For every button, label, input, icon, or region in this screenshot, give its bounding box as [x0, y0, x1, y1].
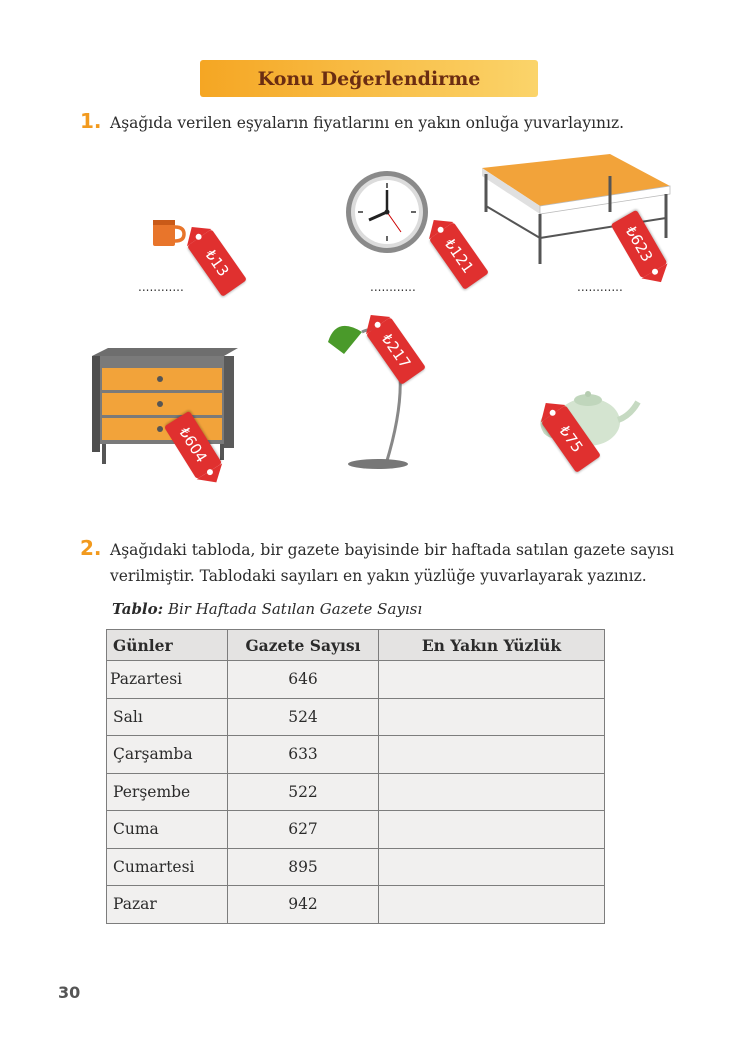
answer-blank-mug[interactable]: ............ — [138, 280, 184, 294]
newspaper-table — [106, 629, 605, 924]
price-tag-lamp: ₺217 — [366, 317, 426, 385]
day-cell: Çarşamba — [107, 736, 228, 774]
header-count: Gazete Sayısı — [228, 630, 379, 661]
header-days: Günler — [107, 630, 228, 661]
question-1-number: 1. — [80, 109, 102, 133]
header-rounded: En Yakın Yüzlük — [379, 630, 605, 661]
count-cell: 895 — [228, 848, 379, 886]
wall-clock-icon — [343, 170, 431, 254]
price-tag-clock: ₺121 — [429, 222, 489, 290]
section-title-banner — [200, 60, 538, 97]
table-header-row — [107, 630, 605, 661]
count-cell: 524 — [228, 698, 379, 736]
table-row — [107, 661, 605, 699]
answer-cell[interactable] — [379, 886, 605, 924]
answer-cell[interactable] — [379, 661, 605, 699]
section-title: Konu Değerlendirme — [257, 67, 481, 90]
count-cell: 627 — [228, 811, 379, 849]
answer-blank-clock[interactable]: ............ — [370, 280, 416, 294]
count-cell: 522 — [228, 773, 379, 811]
table-caption-label: Tablo: — [112, 600, 164, 618]
answer-blank-table[interactable]: ............ — [577, 280, 623, 294]
question-2-text-line1: Aşağıdaki tabloda, bir gazete bayisinde bir haftada satılan gazete sayısı — [110, 541, 675, 559]
dresser-icon — [90, 348, 240, 466]
answer-cell[interactable] — [379, 811, 605, 849]
day-cell: Pazartesi — [107, 661, 228, 699]
price-tag-dresser: ₺604 — [164, 411, 222, 479]
table-row — [107, 773, 605, 811]
table-caption-text: Bir Haftada Satılan Gazete Sayısı — [163, 600, 423, 618]
count-cell: 942 — [228, 886, 379, 924]
table-row — [107, 848, 605, 886]
question-2-number: 2. — [80, 536, 102, 560]
price-tag-table: ₺623 — [611, 210, 668, 279]
count-cell: 633 — [228, 736, 379, 774]
question-1-text: Aşağıda verilen eşyaların fiyatlarını en yakın onluğa yuvarlayınız. — [110, 114, 625, 132]
answer-cell[interactable] — [379, 773, 605, 811]
count-cell: 646 — [228, 661, 379, 699]
table-row — [107, 736, 605, 774]
table-row — [107, 698, 605, 736]
price-tag-mug: ₺13 — [187, 229, 247, 297]
answer-cell[interactable] — [379, 698, 605, 736]
answer-cell[interactable] — [379, 736, 605, 774]
table-row — [107, 886, 605, 924]
mug-icon — [150, 217, 186, 249]
page-number: 30 — [58, 983, 81, 1002]
day-cell: Pazar — [107, 886, 228, 924]
day-cell: Perşembe — [107, 773, 228, 811]
table-caption — [112, 600, 422, 618]
table-row — [107, 811, 605, 849]
question-2-text-line2: verilmiştir. Tablodaki sayıları en yakın yüzlüğe yuvarlayarak yazınız. — [110, 567, 647, 585]
day-cell: Cumartesi — [107, 848, 228, 886]
price-tag-teapot: ₺75 — [541, 405, 601, 473]
answer-cell[interactable] — [379, 848, 605, 886]
day-cell: Salı — [107, 698, 228, 736]
day-cell: Cuma — [107, 811, 228, 849]
